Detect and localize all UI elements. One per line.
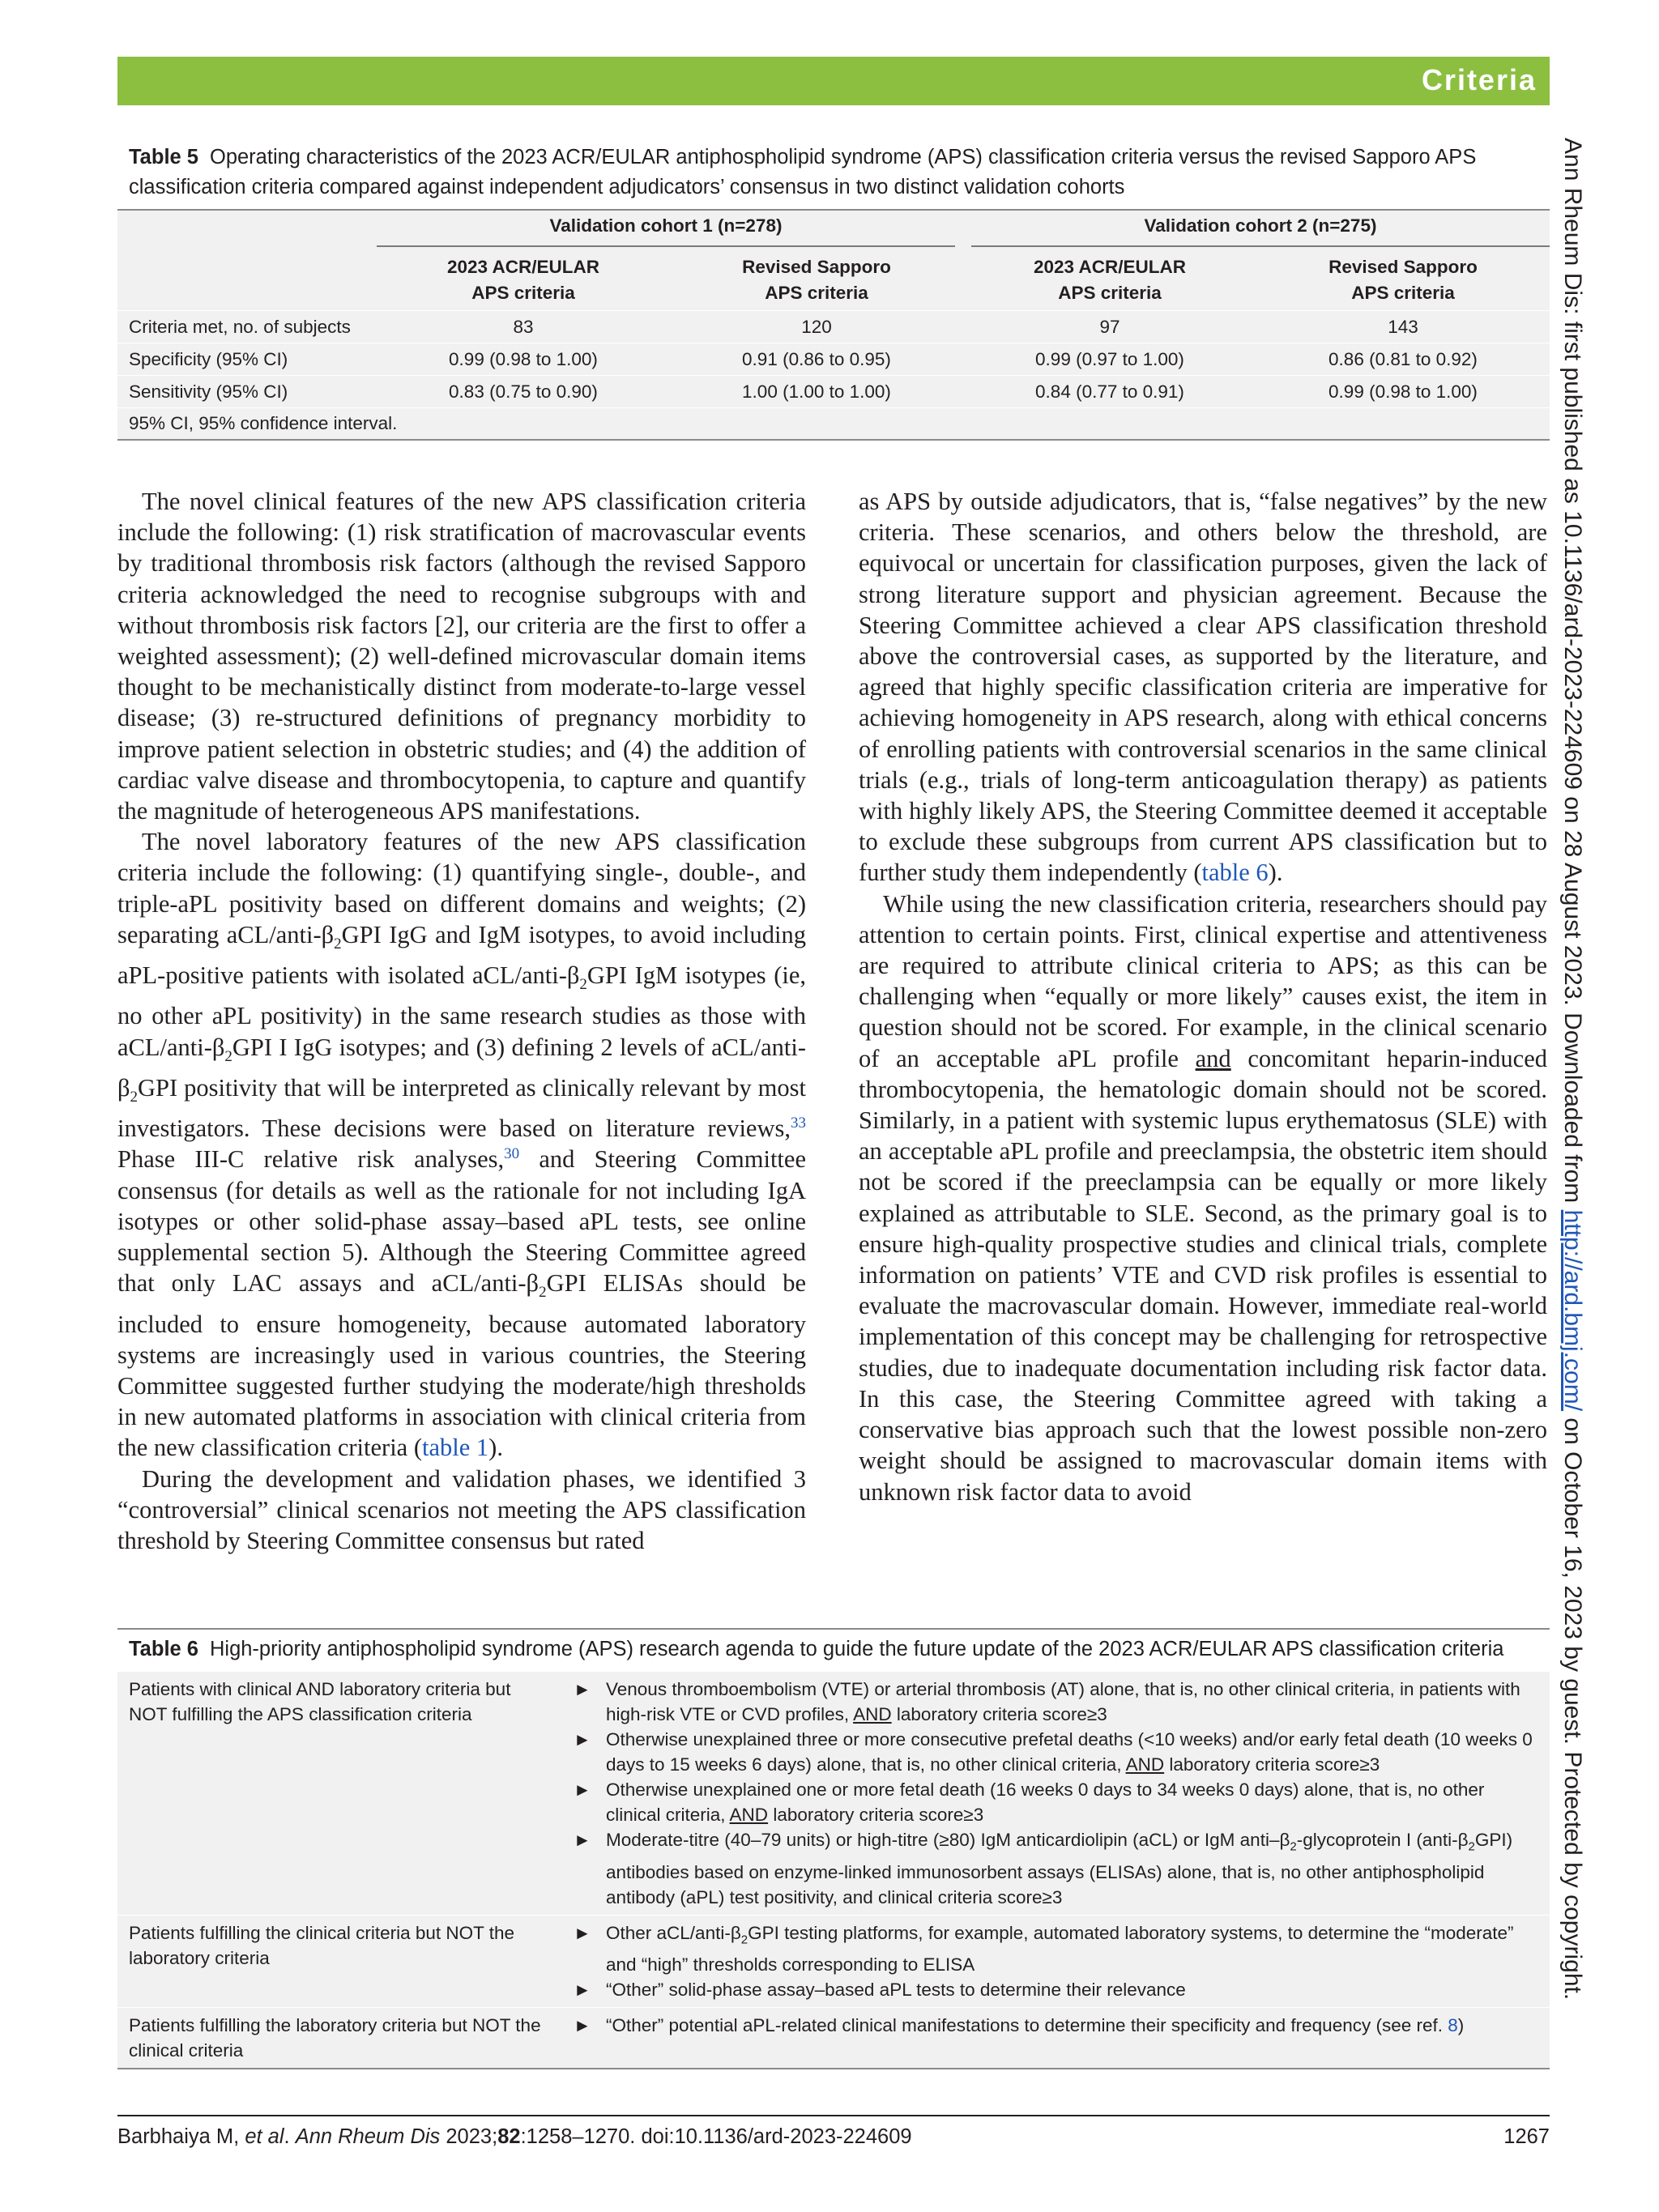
list-item: ► “Other” potential aPL-related clinical manifestations to determine their specificity and frequency (see ref. 8) xyxy=(574,2013,1542,2038)
cohort-1-label: Validation cohort 1 (n=278) xyxy=(377,213,955,247)
page-number: 1267 xyxy=(1503,2125,1550,2148)
table-5-label: Table 5 xyxy=(129,146,198,168)
reference-30-link[interactable]: 30 xyxy=(504,1145,520,1163)
cohort-2-label: Validation cohort 2 (n=275) xyxy=(971,213,1550,247)
table-5-blank xyxy=(117,249,377,311)
table-row xyxy=(117,2008,1550,2069)
table-5-caption-text: Operating characteristics of the 2023 ACR/EULAR antiphospholipid syndrome (APS) classification criteria versus the revised Sapporo APS classification criteria compared against independent adjudicators’ consensus in two distinct validation cohorts xyxy=(129,146,1477,198)
table-5-caption xyxy=(117,136,1550,209)
table-5-grid xyxy=(117,209,1550,441)
cell: 143 xyxy=(1256,311,1550,343)
row-label: Patients with clinical AND laboratory criteria but NOT fulfilling the APS classification criteria xyxy=(117,1672,562,1916)
cell: 83 xyxy=(377,311,670,343)
list-item: ► Venous thromboembolism (VTE) or arterial thrombosis (AT) alone, that is, no other clinical criteria, in patients with high-risk VTE or CVD profiles, AND laboratory criteria score≥3 xyxy=(574,1677,1542,1727)
cell: 0.91 (0.86 to 0.95) xyxy=(670,343,963,376)
cell: 97 xyxy=(963,311,1256,343)
cell: 0.84 (0.77 to 0.91) xyxy=(963,376,1256,408)
reference-8-link[interactable]: 8 xyxy=(1448,2015,1458,2035)
col-header-sapporo-1: Revised Sapporo APS criteria xyxy=(742,256,891,303)
row-items xyxy=(562,1672,1550,1916)
list-item: ► Otherwise unexplained one or more fetal death (16 weeks 0 days to 34 weeks 0 days) alone, that is, no other clinical criteria, AND laboratory criteria score≥3 xyxy=(574,1777,1542,1827)
list-item: ► “Other” solid-phase assay–based aPL tests to determine their relevance xyxy=(574,1977,1542,2002)
table-row xyxy=(117,376,1550,408)
cell: 0.99 (0.97 to 1.00) xyxy=(963,343,1256,376)
table-6-label: Table 6 xyxy=(129,1638,198,1660)
row-label: Specificity (95% CI) xyxy=(117,343,377,376)
footer-rule xyxy=(117,2115,1550,2116)
row-label: Patients fulfilling the laboratory criteria but NOT the clinical criteria xyxy=(117,2008,562,2069)
table-5 xyxy=(117,136,1550,441)
row-label: Patients fulfilling the clinical criteria but NOT the laboratory criteria xyxy=(117,1915,562,2008)
cell: 0.99 (0.98 to 1.00) xyxy=(377,343,670,376)
list-item: ► Moderate-titre (40–79 units) or high-titre (≥80) IgM anticardiolipin (aCL) or IgM anti–$\beta_2$-glycoprotein I $(anti-\beta_2GPI)$ antibodies based on enzyme-linked immunosorbent assays (ELISAs) alone, that is, no other antiphospholipid antibody (aPL) test positivity, and clinical criteria score≥3 xyxy=(574,1827,1542,1910)
row-label: Sensitivity (95% CI) xyxy=(117,376,377,408)
side-note-text-end: on October 16, 2023 by guest. Protected by copyright. xyxy=(1559,1411,1586,2001)
col-header-acr-2: 2023 ACR/EULAR APS criteria xyxy=(1034,256,1186,303)
table-5-cohort-1-header xyxy=(377,210,963,249)
paragraph: During the development and validation phases, we identified 3 “controversial” clinical scenarios not meeting the APS classification threshold by Steering Committee consensus but rated xyxy=(117,1464,806,1554)
footer-citation: Barbhaiya M, et al. Ann Rheum Dis 2023;82:1258–1270. doi:10.1136/ard-2023-224609 xyxy=(117,2125,912,2148)
table-5-footnote: 95% CI, 95% confidence interval. xyxy=(117,408,1550,441)
table-6 xyxy=(117,1628,1550,2069)
body-column-right xyxy=(859,486,1547,1507)
table-6-grid xyxy=(117,1671,1550,2069)
cell: 120 xyxy=(670,311,963,343)
paragraph: The novel clinical features of the new APS classification criteria include the following: (1) risk stratification of macrovascular events by traditional thrombosis risk factors (although the revised Sapporo criteria acknowledged the need to recognise subgroups with and without thrombosis risk factors [2], our criteria are the first to offer a weighted assessment); (2) well-defined microvascular domain items thought to be mechanistically distinct from moderate-to-large vessel disease; (3) re-structured definitions of pregnancy morbidity to improve patient selection in obstetric studies; and (4) the addition of cardiac valve disease and thrombocytopenia, to capture and quantify the magnitude of heterogeneous APS manifestations. xyxy=(117,488,806,825)
row-label: Criteria met, no. of subjects xyxy=(117,311,377,343)
table-row xyxy=(117,1915,1550,2008)
body-column-left xyxy=(117,486,806,1556)
section-title: Criteria xyxy=(1421,63,1537,96)
table-5-cohort-2-header xyxy=(963,210,1550,249)
paragraph: as APS by outside adjudicators, that is, “false negatives” by the new criteria. These scenarios, and others below the threshold, are equivocal or uncertain for classification purposes, given the lack of strong literature support and physician agreement. Because the Steering Committee achieved a clear APS classification threshold above the controversial cases, as supported by the literature, and agreed that highly specific classification criteria are imperative for achieving homogeneity in APS research, along with ethical concerns of enrolling patients with controversial scenarios in the same clinical trials (e.g., trials of long-term anticoagulation therapy) as patients with highly likely APS, the Steering Committee deemed it acceptable to exclude these subgroups from current APS classification but to further study them independently (table 6). xyxy=(859,488,1547,887)
side-note-text: Ann Rheum Dis: first published as 10.1136/ard-2023-224609 on 28 August 2023. Downloaded from xyxy=(1559,138,1586,1210)
section-header-band xyxy=(117,57,1550,105)
table-row xyxy=(117,343,1550,376)
table-row xyxy=(117,311,1550,343)
cell: 1.00 (1.00 to 1.00) xyxy=(670,376,963,408)
table-6-caption-text: High-priority antiphospholipid syndrome (APS) research agenda to guide the future update of the 2023 ACR/EULAR APS classification criteria xyxy=(209,1638,1504,1660)
table-6-link[interactable]: table 6 xyxy=(1201,859,1269,887)
table-5-corner xyxy=(117,210,377,249)
table-6-caption xyxy=(117,1628,1550,1671)
cell: 0.83 (0.75 to 0.90) xyxy=(377,376,670,408)
col-header-sapporo-2: Revised Sapporo APS criteria xyxy=(1328,256,1478,303)
copyright-side-note xyxy=(1559,138,1586,2000)
paragraph: The novel laboratory features of the new APS classification criteria include the following: (1) quantifying single-, double-, and triple-aPL positivity based on different domains and weights; (2) separating aCL/$anti-\beta_2GPI$ IgG and IgM isotypes, to avoid including aPL-positive patients with isolated aCL/$anti-\beta_2GPI$ IgM isotypes (ie, no other aPL positivity) in the same research studies as those with aCL/$anti-\beta_2GPI$ I IgG isotypes; and (3) defining 2 levels of aCL/$anti-\beta_2GPI$ positivity that will be interpreted as clinically relevant by most investigators. These decisions were based on literature reviews,$^{33}$ Phase III-C relative risk analyses,$^{30}$ and Steering Committee consensus (for details as well as the rationale for not including IgA isotypes or other solid-phase assay–based aPL tests, see online supplemental section 5). Although the Steering Committee agreed that only LAC assays and aCL/$anti-\beta_2GPI$ ELISAs should be included to ensure homogeneity, because automated laboratory systems are increasingly used in various countries, the Steering Committee suggested further studying the moderate/high thresholds in new automated platforms in association with clinical criteria from the new classification criteria (table 1). xyxy=(117,828,807,1462)
col-header-acr-1: 2023 ACR/EULAR APS criteria xyxy=(447,256,599,303)
cell: 0.86 (0.81 to 0.92) xyxy=(1256,343,1550,376)
cell: 0.99 (0.98 to 1.00) xyxy=(1256,376,1550,408)
reference-33-link[interactable]: 33 xyxy=(791,1115,806,1132)
row-items xyxy=(562,2008,1550,2069)
journal-link[interactable]: http://ard.bmj.com/ xyxy=(1559,1209,1586,1412)
row-items xyxy=(562,1915,1550,2008)
paragraph: While using the new classification criteria, researchers should pay attention to certain points. First, clinical expertise and attentiveness are required to attribute clinical criteria to APS; as this can be challenging when “equally or more likely” causes exist, the item in question should not be scored. For example, in the clinical scenario of an acceptable aPL profile and concomitant heparin-induced thrombocytopenia, the hematologic domain should not be scored. Similarly, in a patient with systemic lupus erythematosus (SLE) with an acceptable aPL profile and preeclampsia, the obstetric item should not be scored if the preeclampsia can be equally or more likely explained as attributable to SLE. Second, as the primary goal is to ensure high-quality prospective studies and clinical trials, complete information on patients’ VTE and CVD risk profiles is essential to evaluate the macrovascular domain. However, immediate real-world implementation of this concept may be challenging for retrospective studies, due to inadequate documentation including risk factor data. In this case, the Steering Committee agreed with taking a conservative bias approach such that the lowest possible non-zero weight should be assigned to macrovascular domain items with unknown risk factor data to avoid xyxy=(859,889,1547,1506)
underlined-and: and xyxy=(1195,1044,1231,1072)
list-item: ► Other aCL/$anti-\beta_2GPI$ testing platforms, for example, automated laboratory systems, to determine the “moderate” and “high” thresholds corresponding to ELISA xyxy=(574,1920,1542,1978)
table-row xyxy=(117,1672,1550,1916)
table-1-link[interactable]: table 1 xyxy=(422,1434,489,1462)
list-item: ► Otherwise unexplained three or more consecutive prefetal deaths (<10 weeks) and/or early fetal death (10 weeks 0 days to 15 weeks 6 days) alone, that is, no other clinical criteria, AND laboratory criteria score≥3 xyxy=(574,1727,1542,1777)
